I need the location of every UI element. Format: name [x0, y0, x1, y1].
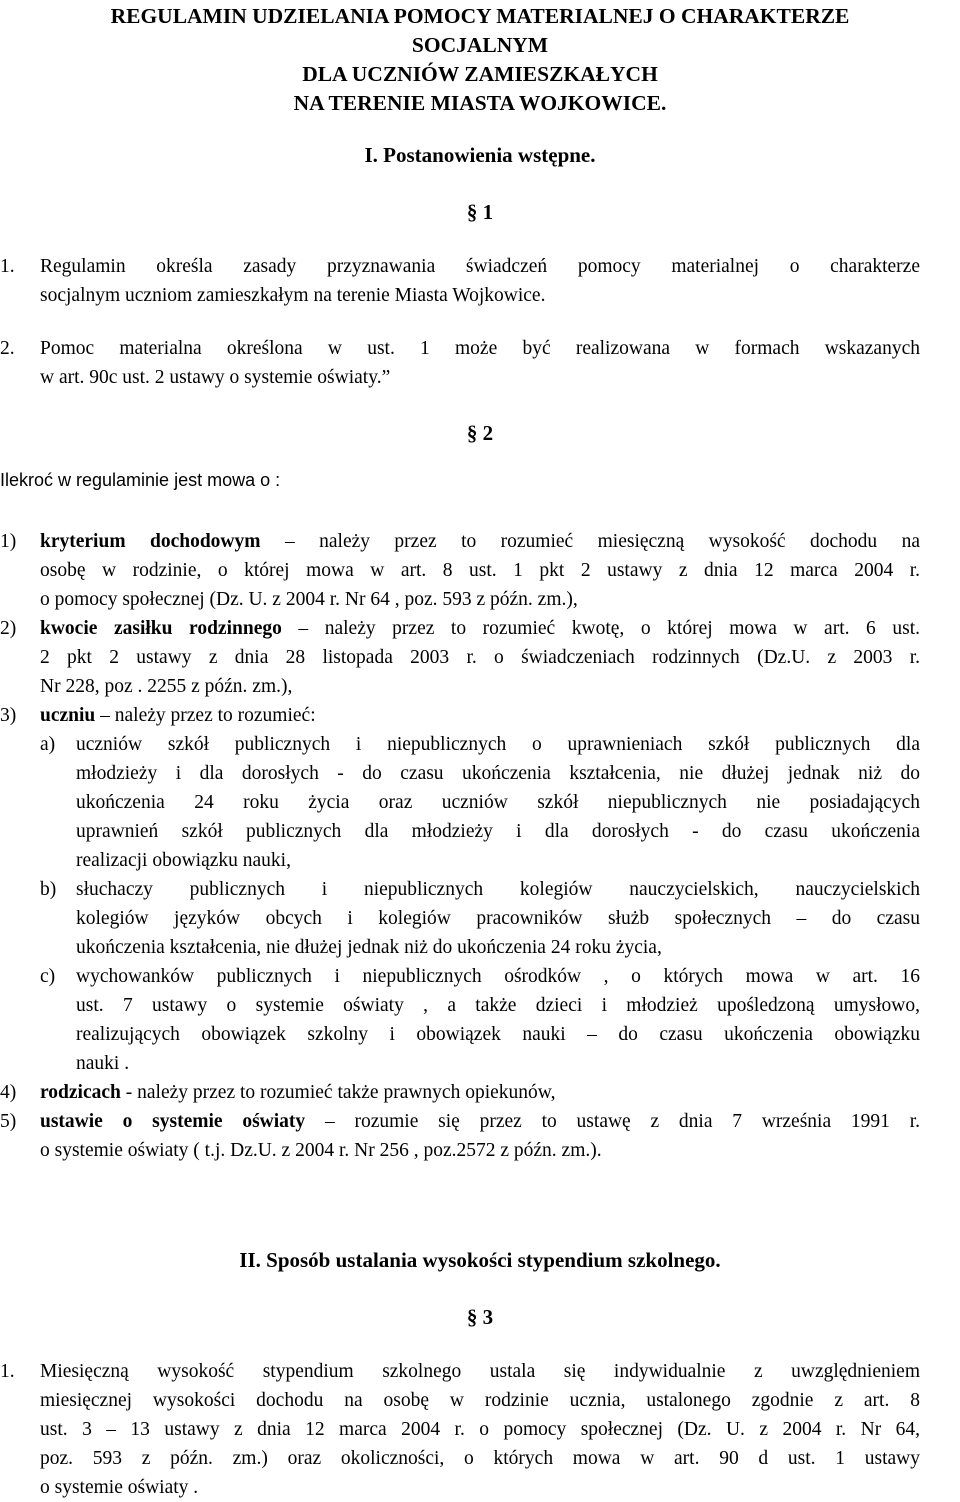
- sub-letter: c): [40, 966, 56, 987]
- title-line: NA TERENIE MIASTA WOJKOWICE.: [293, 91, 667, 115]
- item-number: 1.: [0, 256, 15, 277]
- defined-term: ustawie o systemie oświaty: [40, 1111, 306, 1132]
- text-line: wychowanków publicznych i niepublicznych ośrodków , o których mowa w art. 16: [76, 966, 920, 987]
- item-number: 5): [0, 1111, 17, 1132]
- document-title: [0, 2, 960, 118]
- text-fragment: – należy przez to rozumieć:: [95, 705, 316, 726]
- section-title-1: I. Postanowienia wstępne.: [364, 143, 596, 167]
- text-line: uczniów szkół publicznych i niepublicznych o uprawnieniach szkół publicznych dla: [76, 734, 920, 755]
- text-line: miesięcznej wysokości dochodu na osobę w rodzinie ucznia, ustalonego zgodnie z art. 8: [40, 1390, 920, 1411]
- defined-term: rodzicach: [40, 1082, 121, 1103]
- sub-letter: b): [40, 879, 57, 900]
- text-line: ust. 7 ustawy o systemie oświaty , a także dzieci i młodzież upośledzoną umysłowo,: [76, 995, 920, 1016]
- text-line: realizujących obowiązek szkolny i obowiązek nauki – do czasu ukończenia obowiązku: [76, 1024, 920, 1045]
- sub-text: [76, 962, 920, 1078]
- text-line: poz. 593 z późn. zm.) oraz okoliczności, o których mowa w art. 90 d ust. 1 ustawy: [40, 1448, 920, 1469]
- item-text: [40, 614, 920, 701]
- item-number: 1.: [0, 1361, 15, 1382]
- item-number: 2): [0, 618, 17, 639]
- text-fragment: – rozumie się przez to ustawę z dnia 7 września 1991 r.: [305, 1111, 920, 1132]
- text-line: o pomocy społecznej (Dz. U. z 2004 r. Nr 64 , poz. 593 z późn. zm.),: [40, 589, 578, 610]
- text-line: ust. 3 – 13 ustawy z dnia 12 marca 2004 r. o pomocy społecznej (Dz. U. z 2004 r. Nr 64,: [40, 1419, 920, 1440]
- item-text: [40, 701, 920, 730]
- item-text: [40, 252, 920, 310]
- text-line: Miesięczną wysokość stypendium szkolnego ustala się indywidualnie z uwzględnieniem: [40, 1361, 920, 1382]
- text-line: ukończenia 24 roku życia oraz uczniów szkół niepublicznych nie posiadających: [76, 792, 920, 813]
- text-line: Pomoc materialna określona w ust. 1 może być realizowana w formach wskazanych: [40, 338, 920, 359]
- item-number: 3): [0, 705, 17, 726]
- section-title-2: II. Sposób ustalania wysokości stypendium szkolnego.: [239, 1248, 721, 1272]
- defined-term: kryterium dochodowym: [40, 531, 261, 552]
- item-number: 2.: [0, 338, 15, 359]
- text-line: młodzieży i dla dorosłych - do czasu ukończenia kształcenia, nie dłużej jednak niż do: [76, 763, 920, 784]
- text-fragment: - należy przez to rozumieć także prawnych opiekunów,: [120, 1082, 556, 1103]
- text-line: o systemie oświaty ( t.j. Dz.U. z 2004 r. Nr 256 , poz.2572 z późn. zm.).: [40, 1140, 602, 1161]
- item-number: 1): [0, 531, 17, 552]
- item-text: [40, 334, 920, 392]
- sub-text: [76, 730, 920, 875]
- text-line: słuchaczy publicznych i niepublicznych kolegiów nauczycielskich, nauczycielskich: [76, 879, 920, 900]
- text-line: ukończenia kształcenia, nie dłużej jednak niż do ukończenia 24 roku życia,: [76, 937, 662, 958]
- title-line: SOCJALNYM: [411, 33, 549, 57]
- sub-text: [76, 875, 920, 962]
- text-line: Nr 228, poz . 2255 z późn. zm.),: [40, 676, 293, 697]
- defined-term: kwocie zasiłku rodzinnego: [40, 618, 282, 639]
- title-line: REGULAMIN UDZIELANIA POMOCY MATERIALNEJ O CHARAKTERZE: [110, 4, 850, 28]
- text-line: o systemie oświaty .: [40, 1477, 199, 1498]
- text-fragment: – należy przez to rozumieć kwotę, o której mowa w art. 6 ust.: [281, 618, 920, 639]
- text-line: [40, 701, 920, 730]
- text-line: uprawnień szkół publicznych dla młodzieży i dla dorosłych - do czasu ukończenia: [76, 821, 920, 842]
- sub-letter: a): [40, 734, 56, 755]
- item-text: [40, 527, 920, 614]
- defined-term: uczniu: [40, 705, 96, 726]
- text-line: nauki .: [76, 1053, 130, 1074]
- text-line: socjalnym uczniom zamieszkałym na terenie Miasta Wojkowice.: [40, 285, 546, 306]
- intro-text: Ilekroć w regulaminie jest mowa o :: [0, 470, 281, 490]
- text-fragment: – należy przez to rozumieć miesięczną wysokość dochodu na: [260, 531, 920, 552]
- text-line: 2 pkt 2 ustawy z dnia 28 listopada 2003 r. o świadczeniach rodzinnych (Dz.U. z 2003 r.: [40, 647, 920, 668]
- text-line: [40, 614, 920, 643]
- title-line: DLA UCZNIÓW ZAMIESZKAŁYCH: [302, 62, 658, 86]
- text-line: Regulamin określa zasady przyznawania świadczeń pomocy materialnej o charakterze: [40, 256, 920, 277]
- item-text: [40, 1357, 920, 1502]
- paragraph-mark-3: § 3: [466, 1305, 494, 1329]
- item-text: [40, 1078, 920, 1107]
- text-line: realizacji obowiązku nauki,: [76, 850, 291, 871]
- text-line: [40, 527, 920, 556]
- text-line: osobę w rodzinie, o której mowa w art. 8 ust. 1 pkt 2 ustawy z dnia 12 marca 2004 r.: [40, 560, 920, 581]
- text-line: kolegiów języków obcych i kolegiów pracowników służb społecznych – do czasu: [76, 908, 920, 929]
- item-text: [40, 1107, 920, 1165]
- paragraph-mark-1: § 1: [466, 200, 494, 224]
- paragraph-mark-2: § 2: [466, 421, 494, 445]
- item-number: 4): [0, 1082, 17, 1103]
- text-line: [40, 1107, 920, 1136]
- text-line: w art. 90c ust. 2 ustawy o systemie oświaty.”: [40, 367, 391, 388]
- text-line: [40, 1078, 920, 1107]
